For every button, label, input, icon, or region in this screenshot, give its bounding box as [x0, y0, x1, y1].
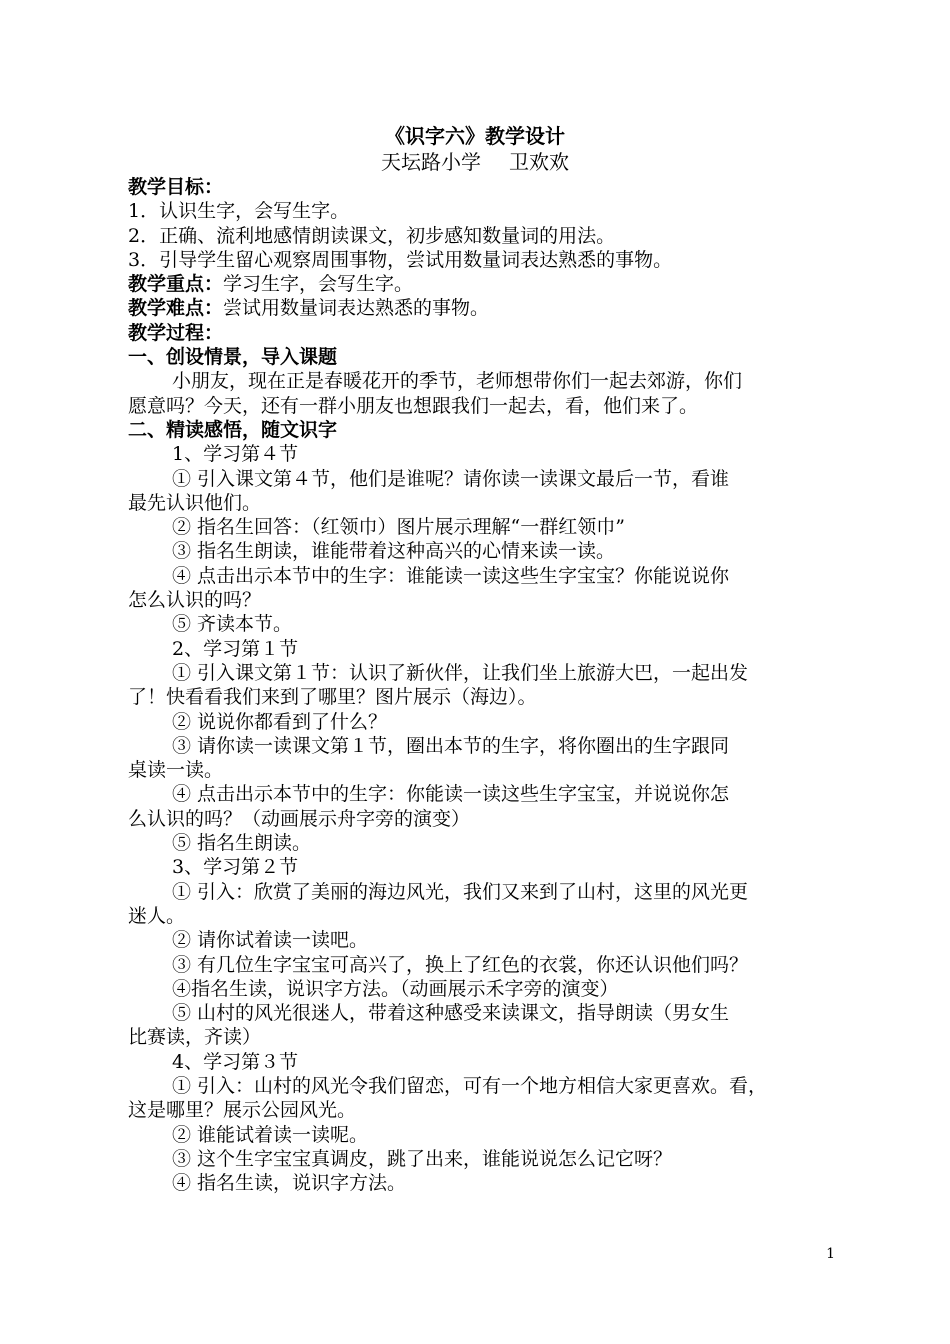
difficulties-label: 教学难点： — [128, 297, 224, 320]
step-line: ② 指名生回答：（红领巾）图片展示理解“一群红领巾” — [172, 516, 625, 539]
step-line: ④ 点击出示本节中的生字：谁能读一读这些生字宝宝？你能说说你 — [172, 564, 730, 587]
subsection-heading: 1、学习第４节 — [172, 443, 299, 466]
step-line: ② 请你试着读一读吧。 — [172, 929, 369, 952]
process-heading: 教学过程： — [128, 321, 224, 344]
key-points-text: 学习生字，会写生字。 — [223, 273, 414, 296]
step-line: ④ 指名生读，说识字方法。 — [172, 1172, 407, 1195]
step-line: 比赛读，齐读） — [128, 1026, 262, 1049]
step-line: 这是哪里？展示公园风光。 — [128, 1099, 357, 1122]
step-line: ⑤ 山村的风光很迷人，带着这种感受来读课文，指导朗读（男女生 — [172, 1002, 730, 1025]
step-line: 了！快看看我们来到了哪里？图片展示（海边）。 — [128, 686, 537, 709]
objective-item: 2．正确、流利地感情朗读课文，初步感知数量词的用法。 — [128, 224, 616, 247]
step-line: ② 说说你都看到了什么？ — [172, 710, 388, 733]
document-title: 《识字六》教学设计 — [385, 124, 565, 148]
step-line: ① 引入：山村的风光令我们留恋，可有一个地方相信大家更喜欢。看， — [172, 1074, 768, 1097]
objective-item: 3．引导学生留心观察周围事物，尝试用数量词表达熟悉的事物。 — [128, 248, 673, 271]
section1-line: 小朋友，现在正是春暖花开的季节，老师想带你们一起去郊游，你们 — [172, 370, 743, 393]
step-line: ④ 点击出示本节中的生字：你能读一读这些生字宝宝，并说说你怎 — [172, 783, 730, 806]
step-line: 怎么认识的吗？ — [128, 589, 262, 612]
step-line: 最先认识他们。 — [128, 491, 262, 514]
author-line — [0, 150, 950, 174]
step-line: ② 谁能试着读一读呢。 — [172, 1123, 369, 1146]
step-line: ① 引入：欣赏了美丽的海边风光，我们又来到了山村，这里的风光更 — [172, 880, 749, 903]
subsection-heading: 4、学习第３节 — [172, 1050, 299, 1073]
subsection-heading: 3、学习第２节 — [172, 856, 299, 879]
document-body — [128, 175, 843, 1195]
step-line: ① 引入课文第４节，他们是谁呢？请你读一读课文最后一节，看谁 — [172, 467, 730, 490]
difficulties-text: 尝试用数量词表达熟悉的事物。 — [223, 297, 490, 320]
key-points-label: 教学重点： — [128, 273, 224, 296]
author-school: 天坛路小学 — [381, 150, 481, 174]
difficulties — [128, 296, 843, 320]
step-line: ③ 指名生朗读，谁能带着这种高兴的心情来读一读。 — [172, 540, 616, 563]
section1-line: 愿意吗？今天，还有一群小朋友也想跟我们一起去，看，他们来了。 — [128, 394, 699, 417]
objective-item: 1．认识生字，会写生字。 — [128, 200, 350, 223]
step-line: 迷人。 — [128, 904, 186, 927]
subsection-heading: 2、学习第１节 — [172, 637, 299, 660]
step-line: ⑤ 指名生朗读。 — [172, 832, 312, 855]
step-line: ⑤ 齐读本节。 — [172, 613, 293, 636]
section2-heading: 二、精读感悟，随文识字 — [128, 418, 338, 441]
key-points — [128, 272, 843, 296]
page-number: 1 — [826, 1246, 835, 1262]
step-line: ③ 这个生字宝宝真调皮，跳了出来，谁能说说怎么记它呀？ — [172, 1147, 673, 1170]
step-line: ① 引入课文第１节：认识了新伙伴，让我们坐上旅游大巴，一起出发 — [172, 661, 749, 684]
step-line: ③ 有几位生字宝宝可高兴了，换上了红色的衣裳，你还认识他们吗？ — [172, 953, 749, 976]
step-line: 么认识的吗？（动画展示舟字旁的演变） — [128, 807, 471, 830]
objectives-heading: 教学目标： — [128, 176, 224, 198]
step-line: ③ 请你读一读课文第１节，圈出本节的生字，将你圈出的生字跟同 — [172, 734, 730, 757]
step-line: 桌读一读。 — [128, 759, 224, 782]
step-line: ④指名生读，说识字方法。（动画展示禾字旁的演变） — [172, 977, 619, 1000]
section1-heading: 一、创设情景，导入课题 — [128, 346, 338, 369]
author-name: 卫欢欢 — [509, 150, 569, 174]
